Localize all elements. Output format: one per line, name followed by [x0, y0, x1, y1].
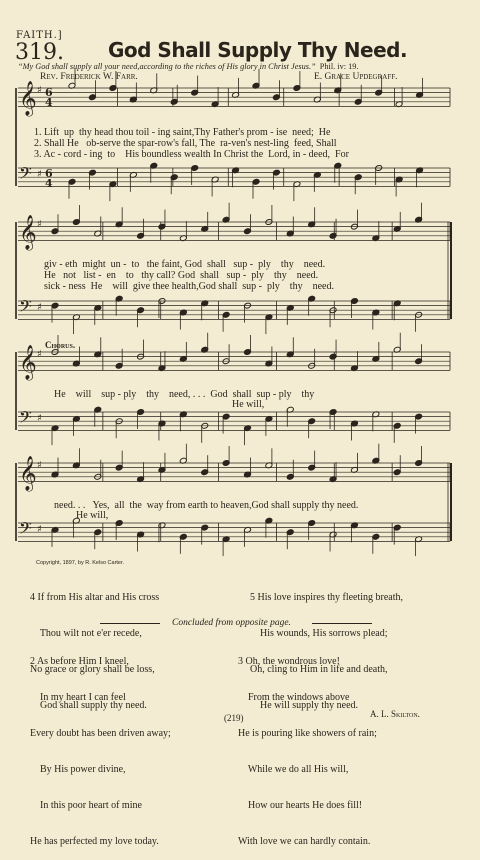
verse-line: He will supply thy need. [250, 700, 359, 711]
verse-line: In my heart I can feel [30, 692, 126, 703]
bass-clef-icon: 𝄢 [19, 518, 32, 542]
lyricist-credit: Rev. Frederick W. Farr. [40, 72, 138, 82]
sharp-icon: ♯ [37, 524, 42, 535]
verse-line: 2 As before Him I kneel, [30, 656, 129, 667]
sharp-icon: ♯ [37, 302, 42, 313]
verse-line: Oh, cling to Him in life and death, [250, 664, 388, 675]
verse-line: 3 Oh, the wondrous love! [238, 656, 340, 667]
lyrics-verse-1-line-1: 1. Lift up thy head thou toil - ing saint,Thy Father's prom - ise need; He [34, 127, 331, 138]
chorus-lyrics-2: need. . . Yes, all the way from earth to heaven,God shall supply thy need. [54, 500, 359, 511]
composer-credit: E. Grace Updegraff. [314, 72, 398, 82]
time-signature-bass [45, 169, 53, 189]
chorus-lyrics-1: He will sup - ply thy need, . . . God shall sup - ply thy [54, 389, 315, 400]
divider-left [100, 623, 160, 624]
verse-line: Thou wilt not e'er recede, [30, 628, 142, 639]
verse-line: In this poor heart of mine [30, 800, 142, 811]
bass-clef-icon: 𝄢 [19, 407, 32, 431]
concluded-note: Concluded from opposite page. [172, 618, 291, 628]
verse-line: By His power divine, [30, 764, 126, 775]
lyrics-verse-3-line-1: 3. Ac - cord - ing to His boundless wealth In Christ the Lord, in - deed, For [34, 149, 349, 160]
time-signature-bottom: 4 [45, 177, 53, 190]
epigraph-text: “My God shall supply all your need,according to the riches of His glory in Christ Jesus.” [18, 62, 316, 71]
treble-clef-icon: 𝄞 [19, 215, 37, 250]
arranger-credit: A. L. Skilton. [370, 709, 420, 719]
concluded-verse-3 [238, 632, 377, 860]
verse-line: His wounds, His sorrows plead; [250, 628, 388, 639]
chorus-sub-lyrics-1: He will, [232, 399, 265, 410]
lyrics-verse-3-line-2: sick - ness He will give thee health,God shall sup - ply thy need. [44, 281, 334, 292]
sharp-icon: ♯ [37, 460, 42, 471]
treble-clef-icon: 𝄞 [19, 456, 37, 491]
divider-right [312, 623, 372, 624]
section-label: FAITH.] [16, 30, 63, 41]
verse-line: 5 His love inspires thy fleeting breath, [250, 592, 404, 603]
lyrics-verse-1-line-2: giv - eth might un - to the faint, God shall sup - ply thy need. [44, 259, 326, 270]
chorus-label: Chorus. [45, 340, 76, 350]
verse-line: From the windows above [238, 692, 350, 703]
time-signature-top: 6 [45, 167, 53, 180]
verse-line: No grace or glory shall be loss, [30, 664, 155, 675]
verse-line: God shall supply thy need. [30, 700, 147, 711]
lyrics-verse-2-line-1: 2. Shall He ob-serve the spar-row's fall, The ra-ven's nest-ling feed, Shall [34, 138, 337, 149]
verse-line: He has perfected my love today. [30, 836, 159, 847]
sharp-icon: ♯ [37, 169, 42, 180]
page-title: God Shall Supply Thy Need. [108, 38, 408, 62]
page-number: (219) [224, 713, 244, 723]
verse-line: How our hearts He does fill! [238, 800, 363, 811]
verse-line: He is pouring like showers of rain; [238, 728, 377, 739]
time-signature-treble [45, 88, 53, 108]
verse-line: 4 If from His altar and His cross [30, 592, 160, 603]
bass-clef-icon: 𝄢 [19, 296, 32, 320]
sharp-icon: ♯ [37, 413, 42, 424]
sharp-icon: ♯ [37, 349, 42, 360]
lyrics-verse-2-line-2: He not list - en to thy call? God shall sup - ply thy need. [44, 270, 319, 281]
sharp-icon: ♯ [37, 219, 42, 230]
chorus-sub-lyrics-2: He will, [76, 510, 109, 521]
verse-line: With love we can hardly contain. [238, 836, 371, 847]
verse-line: While we do all His will, [238, 764, 349, 775]
hymn-number: 319. [15, 40, 64, 65]
sharp-icon: ♯ [37, 85, 42, 96]
epigraph-reference: Phil. iv: 19. [319, 62, 359, 71]
time-signature-bottom: 4 [45, 96, 53, 109]
treble-clef-icon: 𝄞 [19, 81, 37, 116]
bass-clef-icon: 𝄢 [19, 163, 32, 187]
copyright-notice: Copyright, 1897, by R. Kelso Carter. [36, 560, 125, 566]
verse-line: Every doubt has been driven away; [30, 728, 171, 739]
time-signature-top: 6 [45, 86, 53, 99]
concluded-verse-2 [30, 632, 171, 860]
treble-clef-icon: 𝄞 [19, 345, 37, 380]
